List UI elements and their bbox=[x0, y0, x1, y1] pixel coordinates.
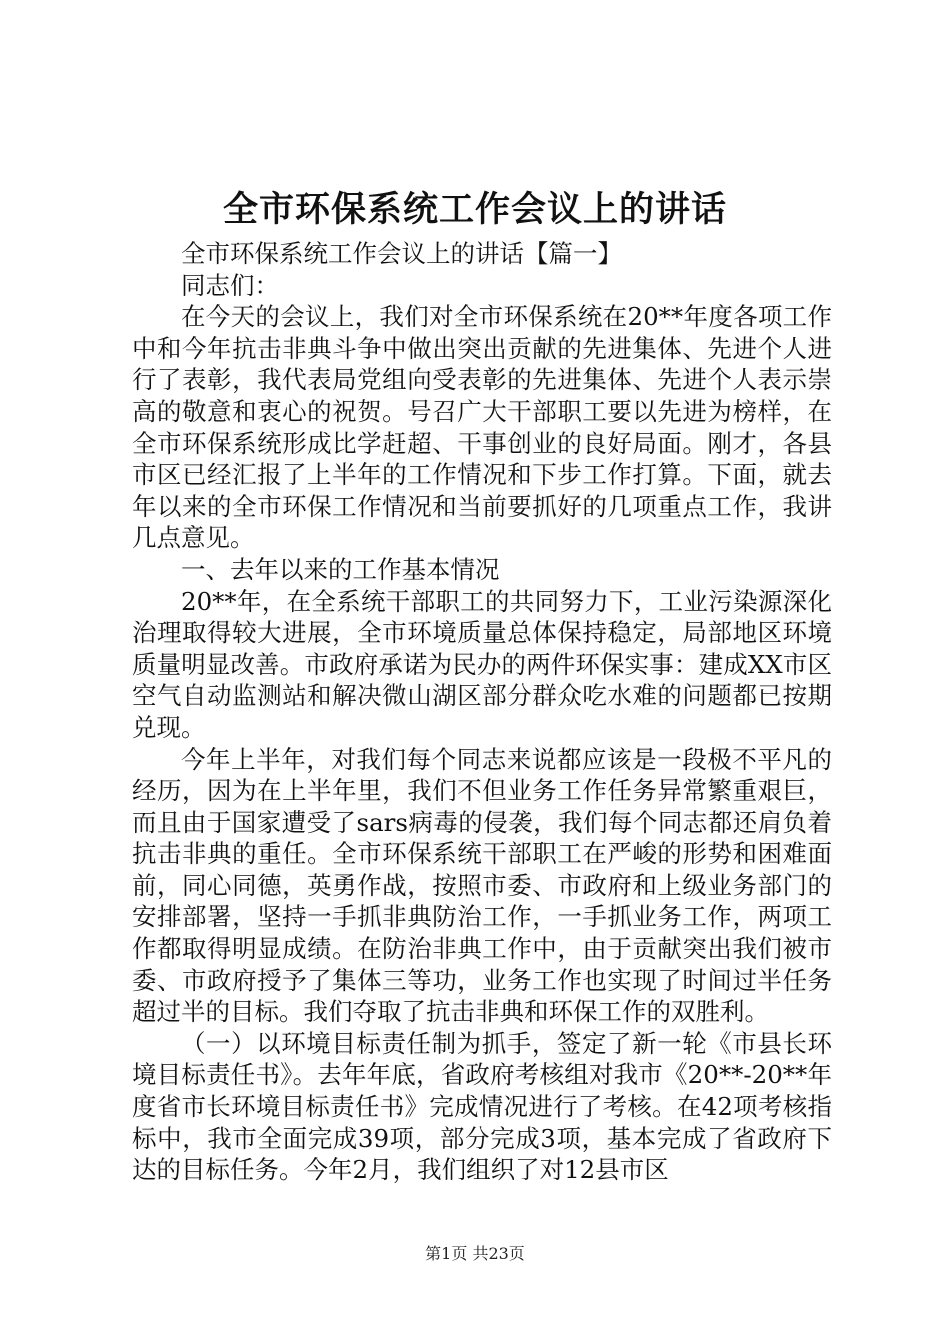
body-paragraph: 在今天的会议上，我们对全市环保系统在20**年度各项工作中和今年抗击非典斗争中做出突出贡献的先进集体、先进个人进行了表彰，我代表局党组向受表彰的先进集体、先进个人表示崇高的敬意和衷心的祝贺。号召广大干部职工要以先进为榜样，在全市环保系统形成比学赶超、干事创业的良好局面。刚才，各县市区已经汇报了上半年的工作情况和下步工作打算。下面，就去年以来的全市环保工作情况和当前要抓好的几项重点工作，我讲几点意见。 bbox=[132, 302, 832, 553]
body-paragraph: （一）以环境目标责任制为抓手，签定了新一轮《市县长环境目标责任书》。去年年底，省政府考核组对我市《20**-20**年度省市长环境目标责任书》完成情况进行了考核。在42项考核指标中，我市全面完成39项，部分完成3项，基本完成了省政府下达的目标任务。今年2月，我们组织了对12县市区 bbox=[132, 1028, 832, 1185]
document-body bbox=[132, 238, 832, 1186]
page-footer: 第1页 共23页 bbox=[425, 1244, 525, 1263]
document-title: 全市环保系统工作会议上的讲话 bbox=[222, 189, 727, 230]
subtitle-paragraph: 全市环保系统工作会议上的讲话【篇一】 bbox=[181, 239, 622, 268]
body-paragraph: 20**年，在全系统干部职工的共同努力下，工业污染源深化治理取得较大进展，全市环境质量总体保持稳定，局部地区环境质量明显改善。市政府承诺为民办的两件环保实事：建成XX市区空气自动监测站和解决微山湖区部分群众吃水难的问题都已按期兑现。 bbox=[132, 586, 832, 742]
body-paragraph: 今年上半年，对我们每个同志来说都应该是一段极不平凡的经历，因为在上半年里，我们不但业务工作任务异常繁重艰巨，而且由于国家遭受了sars病毒的侵袭，我们每个同志都还肩负着抗击非典的重任。全市环保系统干部职工在严峻的形势和困难面前，同心同德，英勇作战，按照市委、市政府和上级业务部门的安排部署，坚持一手抓非典防治工作，一手抓业务工作，两项工作都取得明显成绩。在防治非典工作中，由于贡献突出我们被市委、市政府授予了集体三等功，业务工作也实现了时间过半任务超过半的目标。我们夺取了抗击非典和环保工作的双胜利。 bbox=[132, 744, 832, 1027]
section-heading: 一、去年以来的工作基本情况 bbox=[181, 554, 500, 584]
salutation-paragraph: 同志们： bbox=[181, 270, 279, 300]
